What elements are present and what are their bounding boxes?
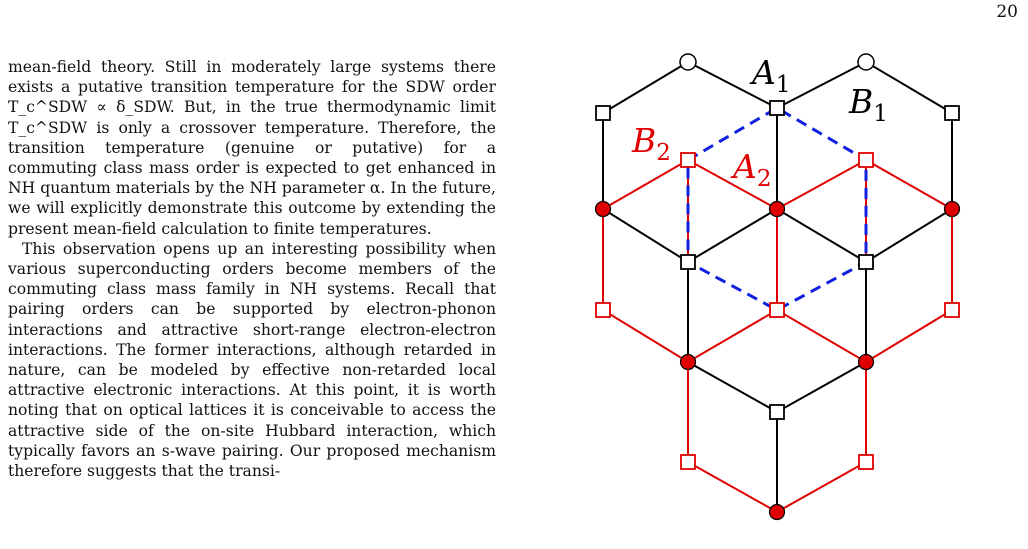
paragraph-2: This observation opens up an interesting possibility when various superconducting orders become members of the commuting class mass family in NH systems. Recall that pairing orders can be supported by electron-phonon interactions and attractive short-range electron-electron interactions. The former interactions, although retarded in nature, can be modeled by effective non-retarded local attractive electronic interactions. At this point, it is worth noting that on optical lattices it is conceivable to access the attractive side of the on-site Hubbard interaction, which typically favors an s-wave pairing. Our proposed mechanism therefore suggests that the transi- (8, 239, 496, 481)
open-site (858, 54, 874, 70)
square-site (945, 303, 959, 317)
label-b2: $B_2$ (632, 121, 671, 166)
filled-site (681, 355, 696, 370)
square-site (770, 405, 784, 419)
square-site (770, 101, 784, 115)
square-site (596, 303, 610, 317)
label-b1: $B_1$ (849, 82, 888, 127)
filled-site (859, 355, 874, 370)
page-number: 20 (996, 2, 1018, 22)
square-site (859, 255, 873, 269)
square-site (859, 153, 873, 167)
bilayer-honeycomb-figure (560, 40, 980, 530)
open-sites (680, 54, 874, 70)
square-site (945, 106, 959, 120)
filled-site (770, 202, 785, 217)
square-site (596, 106, 610, 120)
square-site (681, 455, 695, 469)
open-site (680, 54, 696, 70)
square-site (859, 455, 873, 469)
filled-site (770, 505, 785, 520)
text-column (8, 57, 496, 481)
filled-site (945, 202, 960, 217)
paragraph-1: mean-field theory. Still in moderately large systems there exists a putative transition temperature for the SDW order T_c^SDW ∝ δ_SDW. But, in the true thermodynamic limit T_c^SDW is only a crossover temperature. Therefore, the transition temperature (genuine or putative) for a commuting class mass order is expected to get enhanced in NH quantum materials by the NH parameter α. In the future, we will explicitly demonstrate this outcome by extending the present mean-field calculation to finite temperatures. (8, 58, 496, 238)
filled-site (596, 202, 611, 217)
square-site (681, 153, 695, 167)
square-site (770, 303, 784, 317)
label-a1: $A_1$ (752, 53, 791, 98)
label-a2: $A_2$ (733, 147, 772, 192)
square-site (681, 255, 695, 269)
